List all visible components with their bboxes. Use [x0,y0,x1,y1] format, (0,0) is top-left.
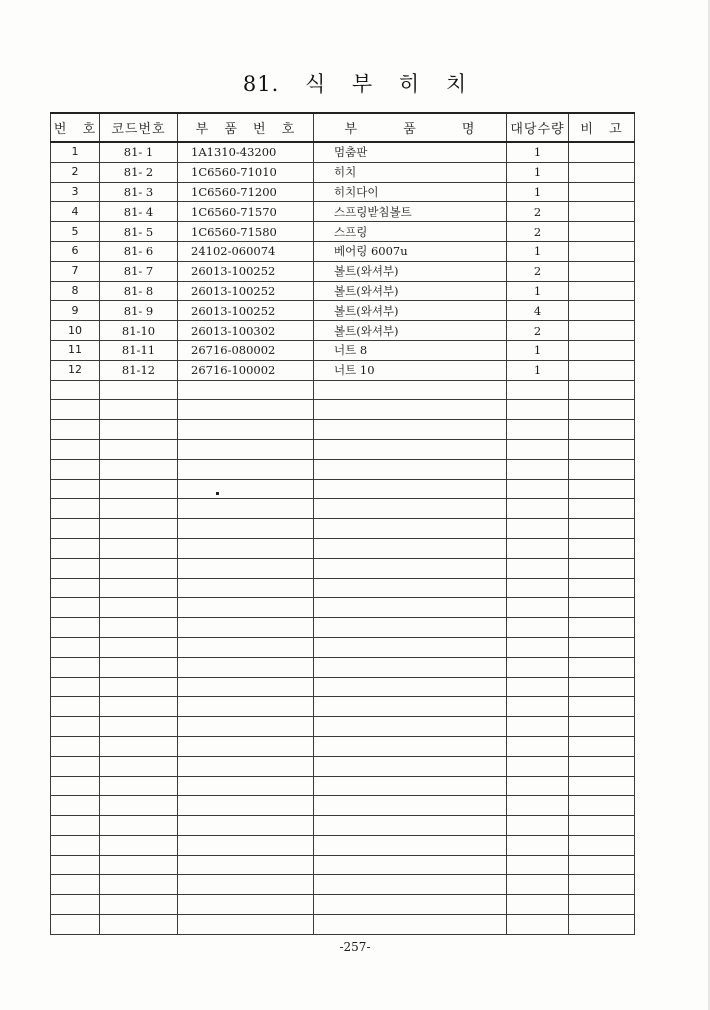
cell-no-empty [51,895,100,915]
cell-code-empty [100,855,178,875]
cell-part-no-empty [178,439,314,459]
header-code: 코드번호 [100,113,178,142]
cell-code: 81-10 [100,321,178,341]
cell-qty-empty [507,875,569,895]
cell-code-empty [100,538,178,558]
cell-code: 81- 4 [100,202,178,222]
cell-code-empty [100,736,178,756]
cell-code-empty [100,895,178,915]
cell-part-name: 스프링받침볼트 [314,202,507,222]
cell-code: 81- 1 [100,142,178,162]
cell-qty-empty [507,479,569,499]
cell-no-empty [51,439,100,459]
cell-note-empty [569,578,635,598]
cell-part-name: 베어링 6007u [314,241,507,261]
cell-note-empty [569,479,635,499]
cell-note-empty [569,875,635,895]
cell-qty-empty [507,657,569,677]
cell-note [569,222,635,242]
cell-qty-empty [507,776,569,796]
cell-no: 7 [51,261,100,281]
cell-part-no-empty [178,677,314,697]
empty-table-row [51,855,635,875]
cell-part-no-empty [178,400,314,420]
cell-code-empty [100,637,178,657]
table-header-row [51,113,635,142]
cell-no-empty [51,578,100,598]
cell-no-empty [51,816,100,836]
cell-no: 11 [51,340,100,360]
cell-code-empty [100,816,178,836]
cell-part-no-empty [178,578,314,598]
cell-part-no-empty [178,519,314,539]
cell-qty-empty [507,439,569,459]
cell-no-empty [51,459,100,479]
cell-part-no: 1C6560-71570 [178,202,314,222]
cell-code-empty [100,796,178,816]
table-row [51,162,635,182]
cell-note [569,340,635,360]
cell-code-empty [100,558,178,578]
table-row [51,182,635,202]
parts-table [50,112,635,935]
header-part-no: 부 품 번 호 [178,113,314,142]
cell-no-empty [51,796,100,816]
cell-qty-empty [507,459,569,479]
empty-table-row [51,736,635,756]
empty-table-row [51,479,635,499]
cell-part-no-empty [178,657,314,677]
empty-table-row [51,875,635,895]
cell-note-empty [569,657,635,677]
cell-note-empty [569,756,635,776]
table-row [51,321,635,341]
cell-part-no-empty [178,895,314,915]
cell-part-no: 26716-080002 [178,340,314,360]
empty-table-row [51,618,635,638]
cell-code-empty [100,835,178,855]
cell-note-empty [569,519,635,539]
cell-note-empty [569,400,635,420]
cell-part-name: 히치다이 [314,182,507,202]
cell-code-empty [100,875,178,895]
cell-note [569,241,635,261]
cell-no-empty [51,420,100,440]
cell-part-no: 26013-100302 [178,321,314,341]
page-title: 81. 식 부 히 치 [242,72,468,96]
cell-part-no-empty [178,479,314,499]
cell-code-empty [100,578,178,598]
header-note: 비 고 [569,113,635,142]
cell-qty-empty [507,717,569,737]
cell-code-empty [100,499,178,519]
cell-part-name-empty [314,816,507,836]
cell-part-no-empty [178,736,314,756]
cell-code: 81- 8 [100,281,178,301]
cell-note-empty [569,558,635,578]
cell-code-empty [100,420,178,440]
cell-qty-empty [507,736,569,756]
cell-note [569,202,635,222]
cell-part-no-empty [178,697,314,717]
cell-note-empty [569,380,635,400]
cell-part-no-empty [178,915,314,935]
cell-code: 81- 2 [100,162,178,182]
cell-qty: 1 [507,182,569,202]
empty-table-row [51,637,635,657]
cell-code-empty [100,756,178,776]
empty-table-row [51,677,635,697]
cell-part-name: 너트 8 [314,340,507,360]
cell-part-name: 히치 [314,162,507,182]
cell-note-empty [569,618,635,638]
cell-no-empty [51,717,100,737]
cell-no: 8 [51,281,100,301]
empty-table-row [51,717,635,737]
cell-no-empty [51,756,100,776]
empty-table-row [51,598,635,618]
cell-no-empty [51,677,100,697]
cell-note-empty [569,717,635,737]
cell-note [569,301,635,321]
empty-table-row [51,816,635,836]
cell-part-no-empty [178,855,314,875]
empty-table-row [51,420,635,440]
cell-qty-empty [507,578,569,598]
cell-code: 81- 7 [100,261,178,281]
cell-no: 9 [51,301,100,321]
cell-qty: 1 [507,340,569,360]
cell-qty-empty [507,637,569,657]
cell-no: 6 [51,241,100,261]
cell-no-empty [51,499,100,519]
cell-code-empty [100,697,178,717]
cell-code: 81-11 [100,340,178,360]
cell-qty-empty [507,538,569,558]
cell-part-name-empty [314,420,507,440]
cell-qty: 1 [507,142,569,162]
cell-no-empty [51,915,100,935]
cell-qty-empty [507,697,569,717]
cell-part-name: 너트 10 [314,360,507,380]
cell-qty-empty [507,380,569,400]
cell-part-no: 26013-100252 [178,261,314,281]
table-row [51,202,635,222]
cell-qty-empty [507,677,569,697]
cell-note [569,162,635,182]
cell-code-empty [100,459,178,479]
cell-no-empty [51,598,100,618]
table-row [51,360,635,380]
cell-note-empty [569,637,635,657]
cell-part-name-empty [314,915,507,935]
cell-qty-empty [507,835,569,855]
table-row [51,142,635,162]
cell-note-empty [569,598,635,618]
cell-code: 81- 3 [100,182,178,202]
cell-no-empty [51,855,100,875]
cell-no-empty [51,400,100,420]
cell-note [569,142,635,162]
empty-table-row [51,835,635,855]
cell-part-name-empty [314,618,507,638]
cell-part-name-empty [314,637,507,657]
cell-code: 81-12 [100,360,178,380]
cell-no-empty [51,657,100,677]
cell-part-name-empty [314,657,507,677]
parts-table-container [50,112,634,935]
cell-part-name-empty [314,756,507,776]
cell-note-empty [569,895,635,915]
cell-qty-empty [507,618,569,638]
cell-note-empty [569,776,635,796]
cell-code-empty [100,598,178,618]
table-row [51,241,635,261]
cell-code: 81- 9 [100,301,178,321]
cell-no: 12 [51,360,100,380]
empty-table-row [51,439,635,459]
cell-qty-empty [507,519,569,539]
cell-part-no-empty [178,816,314,836]
cell-part-no-empty [178,835,314,855]
cell-part-no-empty [178,380,314,400]
cell-no-empty [51,835,100,855]
cell-qty-empty [507,558,569,578]
cell-part-no-empty [178,717,314,737]
cell-qty: 1 [507,162,569,182]
cell-part-no: 1A1310-43200 [178,142,314,162]
cell-part-name-empty [314,598,507,618]
cell-no-empty [51,618,100,638]
empty-table-row [51,776,635,796]
cell-qty-empty [507,400,569,420]
empty-table-row [51,380,635,400]
cell-qty: 2 [507,321,569,341]
cell-qty: 2 [507,261,569,281]
cell-part-no: 24102-060074 [178,241,314,261]
cell-part-name-empty [314,697,507,717]
cell-note-empty [569,538,635,558]
cell-part-no-empty [178,756,314,776]
cell-qty-empty [507,756,569,776]
cell-qty-empty [507,420,569,440]
empty-table-row [51,895,635,915]
cell-part-no: 26716-100002 [178,360,314,380]
cell-no-empty [51,776,100,796]
table-row [51,281,635,301]
cell-part-name: 볼트(와셔부) [314,261,507,281]
header-no: 번 호 [51,113,100,142]
empty-table-row [51,459,635,479]
cell-no-empty [51,479,100,499]
table-row [51,261,635,281]
cell-part-name: 볼트(와셔부) [314,321,507,341]
cell-code-empty [100,479,178,499]
cell-qty-empty [507,915,569,935]
table-row [51,222,635,242]
cell-note [569,321,635,341]
cell-part-name-empty [314,776,507,796]
cell-part-no: 1C6560-71580 [178,222,314,242]
empty-table-row [51,657,635,677]
cell-part-name-empty [314,459,507,479]
cell-part-no: 1C6560-71200 [178,182,314,202]
cell-qty: 2 [507,202,569,222]
cell-code-empty [100,380,178,400]
empty-table-row [51,519,635,539]
cell-no: 5 [51,222,100,242]
cell-part-no-empty [178,637,314,657]
empty-table-row [51,578,635,598]
cell-no: 10 [51,321,100,341]
cell-note-empty [569,420,635,440]
cell-qty-empty [507,855,569,875]
cell-part-name-empty [314,499,507,519]
cell-part-no-empty [178,459,314,479]
cell-part-no-empty [178,618,314,638]
cell-no-empty [51,637,100,657]
cell-qty: 1 [507,360,569,380]
cell-part-no-empty [178,420,314,440]
cell-note-empty [569,736,635,756]
cell-part-name-empty [314,796,507,816]
header-qty: 대당수량 [507,113,569,142]
cell-part-name-empty [314,538,507,558]
cell-part-no: 26013-100252 [178,281,314,301]
table-body [51,142,635,934]
page-number: -257- [339,940,371,954]
cell-no-empty [51,875,100,895]
cell-part-name-empty [314,380,507,400]
cell-part-name: 멈춤판 [314,142,507,162]
cell-code: 81- 5 [100,222,178,242]
scan-speck [216,492,219,495]
cell-note-empty [569,915,635,935]
cell-part-name-empty [314,895,507,915]
empty-table-row [51,538,635,558]
cell-qty: 4 [507,301,569,321]
table-row [51,340,635,360]
cell-part-name-empty [314,736,507,756]
cell-part-name-empty [314,677,507,697]
cell-part-no: 1C6560-71010 [178,162,314,182]
cell-part-no: 26013-100252 [178,301,314,321]
cell-part-no-empty [178,776,314,796]
cell-part-name-empty [314,835,507,855]
cell-qty: 2 [507,222,569,242]
cell-qty-empty [507,895,569,915]
cell-part-name-empty [314,479,507,499]
cell-no-empty [51,697,100,717]
cell-no-empty [51,380,100,400]
cell-qty-empty [507,796,569,816]
cell-part-no-empty [178,558,314,578]
cell-part-name-empty [314,578,507,598]
header-part-name: 부 품 명 [314,113,507,142]
cell-no: 4 [51,202,100,222]
cell-part-name-empty [314,400,507,420]
cell-part-no-empty [178,598,314,618]
empty-table-row [51,796,635,816]
empty-table-row [51,558,635,578]
cell-qty: 1 [507,241,569,261]
cell-note [569,261,635,281]
cell-no: 2 [51,162,100,182]
cell-part-no-empty [178,875,314,895]
cell-part-no-empty [178,499,314,519]
cell-part-name: 볼트(와셔부) [314,281,507,301]
cell-part-name: 스프링 [314,222,507,242]
cell-part-name: 볼트(와셔부) [314,301,507,321]
cell-part-name-empty [314,717,507,737]
cell-part-no-empty [178,538,314,558]
cell-code-empty [100,657,178,677]
empty-table-row [51,756,635,776]
cell-note-empty [569,796,635,816]
cell-part-name-empty [314,519,507,539]
cell-code-empty [100,618,178,638]
cell-note [569,281,635,301]
cell-note-empty [569,835,635,855]
cell-code-empty [100,400,178,420]
cell-part-name-empty [314,875,507,895]
cell-note-empty [569,855,635,875]
cell-no: 1 [51,142,100,162]
cell-part-name-empty [314,558,507,578]
cell-qty-empty [507,499,569,519]
cell-note-empty [569,439,635,459]
empty-table-row [51,499,635,519]
table-row [51,301,635,321]
cell-no: 3 [51,182,100,202]
empty-table-row [51,400,635,420]
cell-code: 81- 6 [100,241,178,261]
cell-code-empty [100,439,178,459]
cell-code-empty [100,717,178,737]
empty-table-row [51,697,635,717]
cell-no-empty [51,519,100,539]
cell-qty-empty [507,598,569,618]
cell-part-name-empty [314,855,507,875]
cell-no-empty [51,736,100,756]
cell-code-empty [100,519,178,539]
cell-no-empty [51,558,100,578]
cell-code-empty [100,776,178,796]
cell-note [569,360,635,380]
cell-qty-empty [507,816,569,836]
cell-note-empty [569,697,635,717]
cell-no-empty [51,538,100,558]
empty-table-row [51,915,635,935]
cell-code-empty [100,677,178,697]
cell-code-empty [100,915,178,935]
cell-note-empty [569,459,635,479]
cell-note-empty [569,816,635,836]
cell-qty: 1 [507,281,569,301]
cell-note [569,182,635,202]
cell-part-no-empty [178,796,314,816]
cell-note-empty [569,499,635,519]
cell-part-name-empty [314,439,507,459]
cell-note-empty [569,677,635,697]
